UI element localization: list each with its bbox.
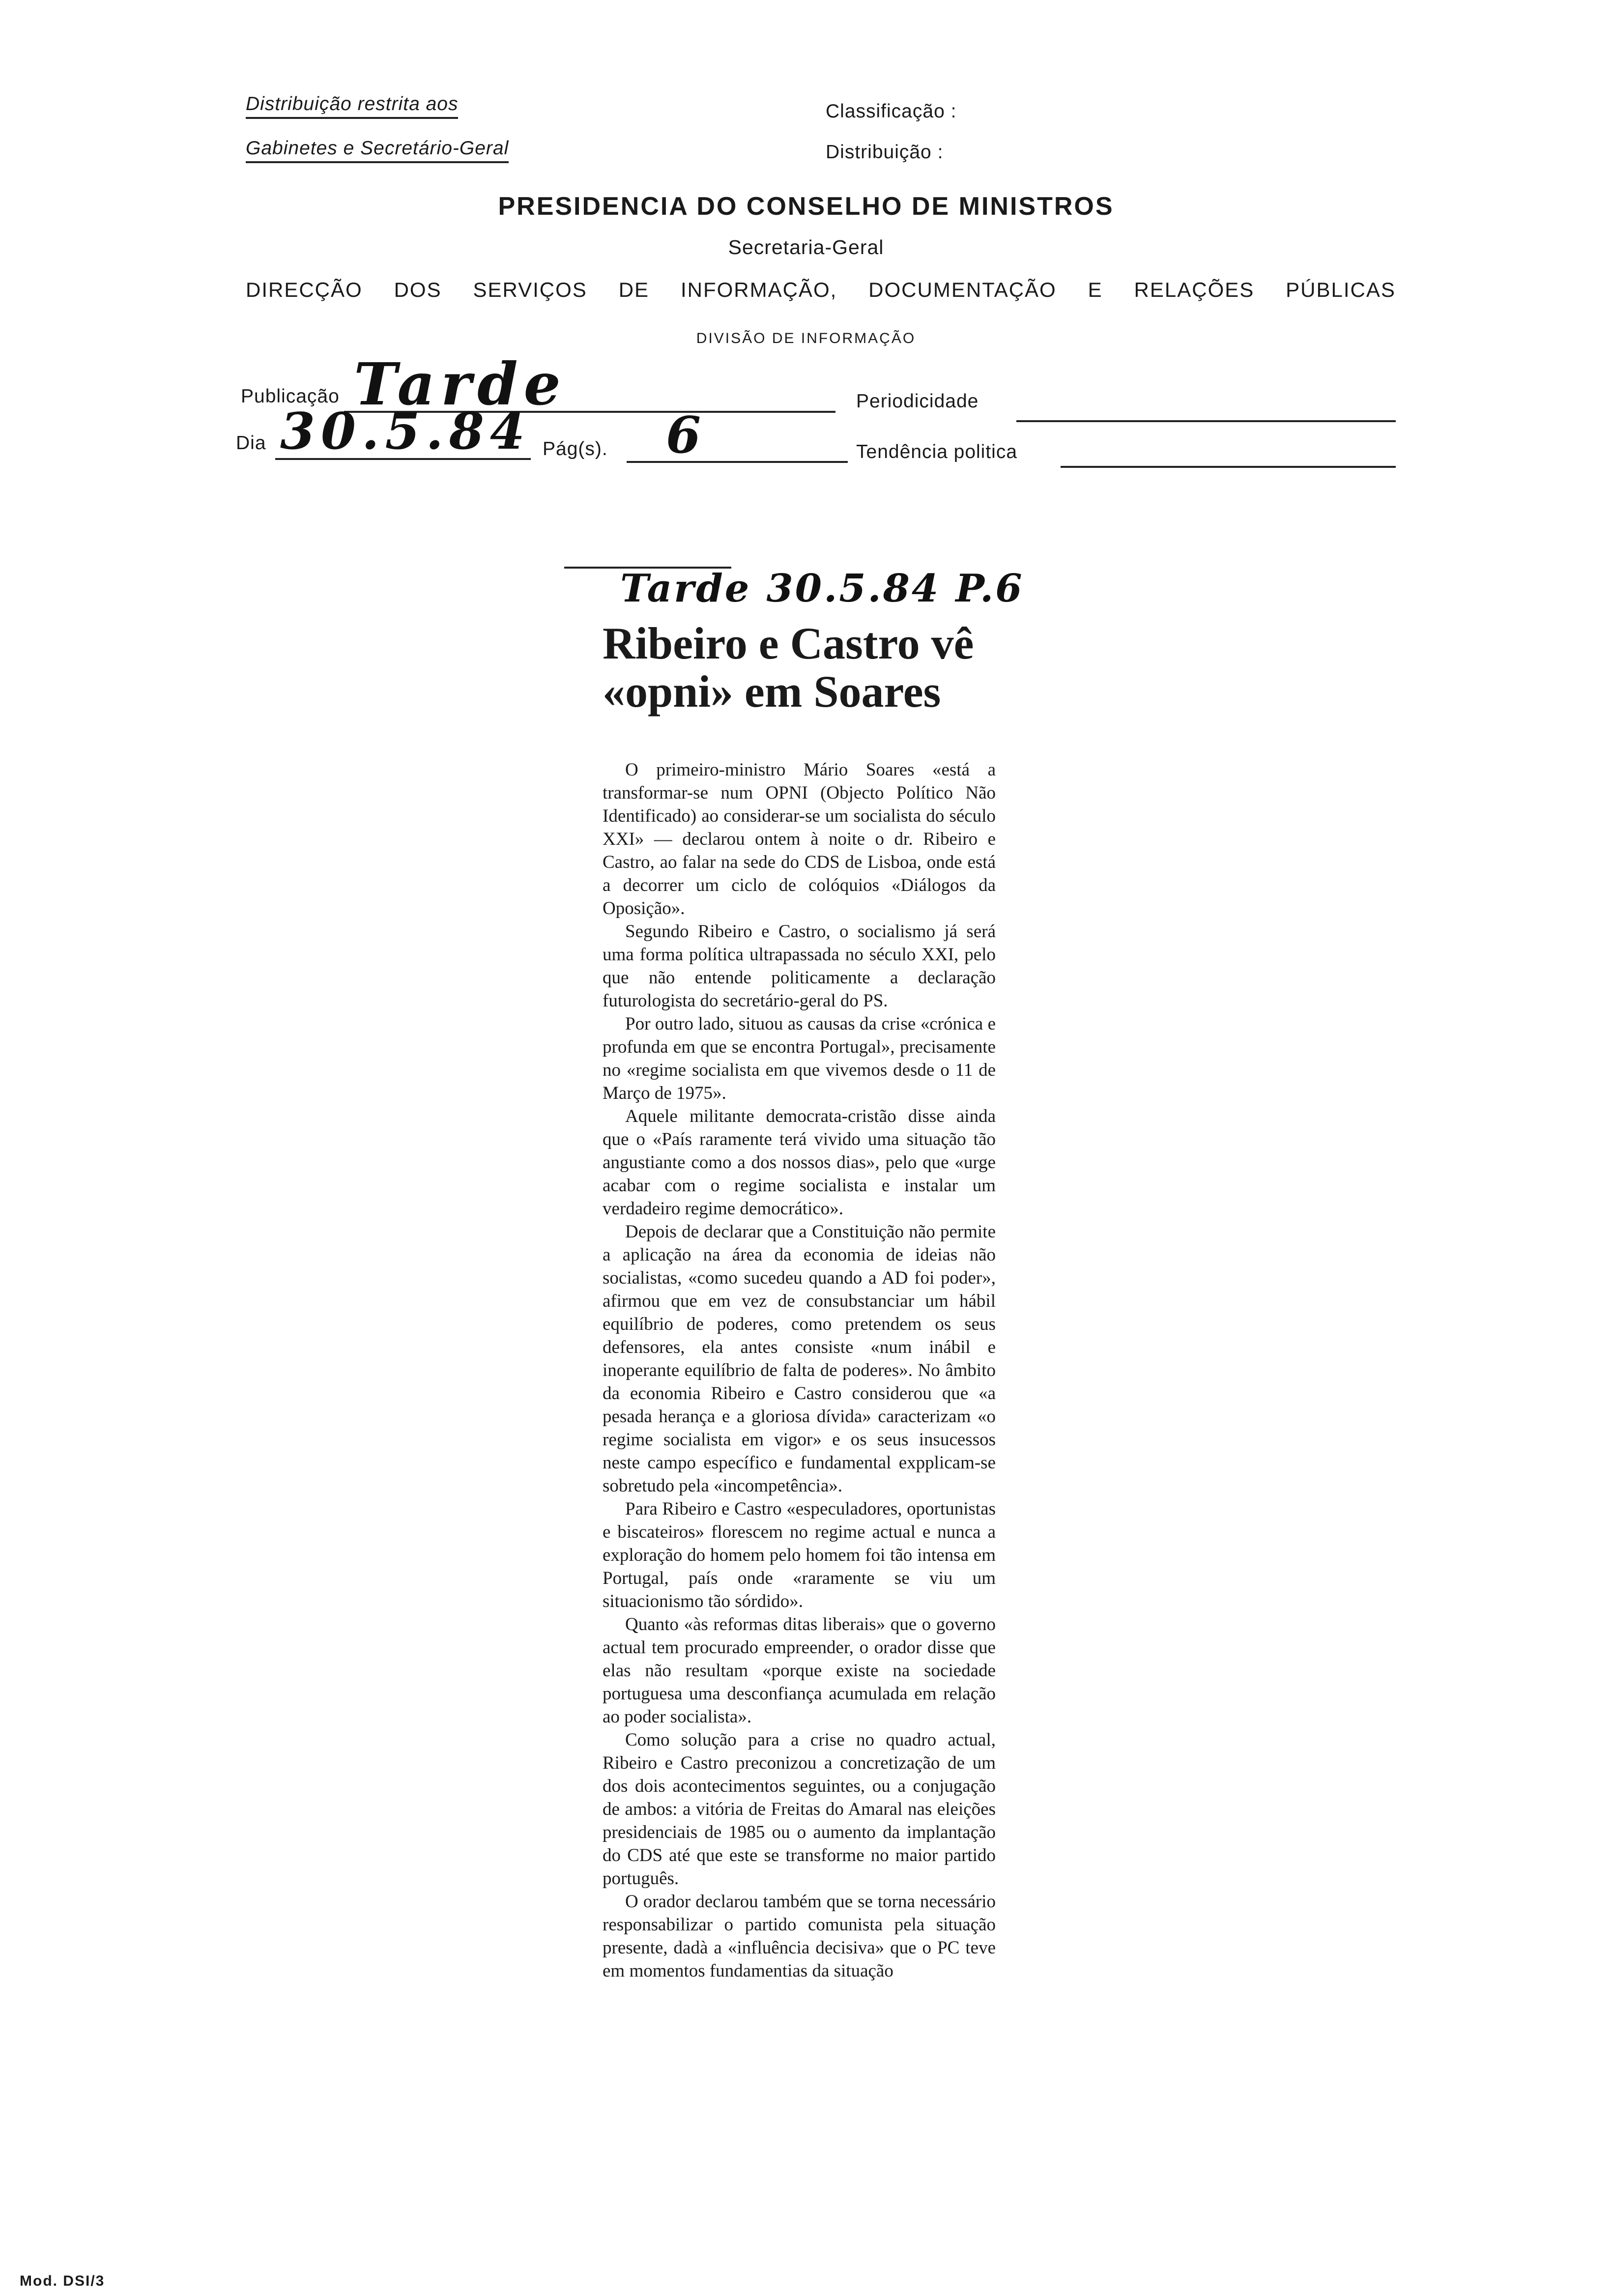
directorate-word: RELAÇÕES [1134, 278, 1255, 301]
article-headline: Ribeiro e Castro vê «opni» em Soares [603, 618, 974, 717]
directorate-word: E [1088, 278, 1103, 301]
publication-handwritten-value: Tarde [354, 350, 567, 418]
pages-field-line [627, 461, 848, 463]
article-paragraph: O primeiro-ministro Mário Soares «está a transformar-se num OPNI (Objecto Político Não Identificado) ao considerar-se um socialista do século XXI» — declarou ontem à noite o dr. Ribeiro e Castro, ao falar na sede do CDS de Lisboa, onde está a decorrer um ciclo de colóquios «Diálogos da Oposição». [603, 760, 996, 918]
political-tendency-field-line [1061, 466, 1396, 468]
division-title: DIVISÃO DE INFORMAÇÃO [696, 330, 916, 346]
article-paragraph: O orador declarou também que se torna necessário responsabilizar o partido comunista pela situação presente, dadà a «influência decisiva» que o PC teve em momentos fundamentias da situação [603, 1892, 996, 1981]
directorate-word: DIRECÇÃO [246, 278, 363, 301]
handwritten-source-note: Tarde 30.5.84 P.6 [620, 566, 1024, 611]
directorate-word: PÚBLICAS [1286, 278, 1396, 301]
restricted-distribution-line-2: Gabinetes e Secretário-Geral [246, 138, 509, 163]
article-paragraph: Segundo Ribeiro e Castro, o socialismo já será uma forma política ultrapassada no século XXI, pelo que não entende politicamente a declaração futurologista do secretário-geral do PS. [603, 921, 996, 1011]
article-paragraph: Aquele militante democrata-cristão disse ainda que o «País raramente terá vivido uma situação tão angustiante como a dos nossos dias», pelo que «urge acabar com o regime socialista e instalar um verdadeiro regime democrático». [603, 1106, 996, 1219]
restricted-distribution-line-1: Distribuição restrita aos [246, 93, 458, 119]
article-paragraph: Quanto «às reformas ditas liberais» que o governo actual tem procurado empreender, o orador disse que elas não resultam «porque existe na sociedade portuguesa uma desconfiança acumulada em relação ao poder socialista». [603, 1614, 996, 1727]
secretariat-subtitle: Secretaria-Geral [728, 236, 884, 258]
publication-label: Publicação [241, 386, 340, 407]
directorate-word: INFORMAÇÃO, [680, 278, 837, 301]
article-paragraph: Depois de declarar que a Constituição não permite a aplicação na área da economia de ideias não socialistas, «como sucedeu quando a AD foi poder», afirmou que em vez de consubstanciar um hábil equilíbrio de poderes, como pretendem os seus defensores, ela antes consiste «num inábil e inoperante equilíbrio de falta de poderes». No âmbito da economia Ribeiro e Castro considerou que «a pesada herança e a gloriosa dívida» caracterizam «o regime socialista em vigor» e os seus insucessos neste campo específico e fundamental expplicam-se sobretudo pela «incompetência». [603, 1222, 996, 1496]
day-handwritten-value: 30.5.84 [280, 402, 531, 461]
directorate-word: DOS [394, 278, 442, 301]
periodicity-field-line [1016, 420, 1396, 422]
directorate-word: SERVIÇOS [473, 278, 587, 301]
directorate-word: DE [618, 278, 650, 301]
form-code: Mod. DSI/3 [20, 2273, 105, 2289]
directorate-title [246, 278, 1396, 302]
article-body [603, 758, 996, 2292]
periodicity-label: Periodicidade [856, 391, 979, 412]
day-label: Dia [236, 432, 266, 454]
article-paragraph: Por outro lado, situou as causas da crise «crónica e profunda em que se encontra Portugal», precisamente no «regime socialista em que vivemos desde o 11 de Março de 1975». [603, 1014, 996, 1103]
article-paragraph: Como solução para a crise no quadro actual, Ribeiro e Castro preconizou a concretização de um dos dois acontecimentos seguintes, ou a conjugação de ambos: a vitória de Freitas do Amaral nas eleições presidenciais de 1985 ou o aumento da implantação do CDS até que este se transforme no maior partido português. [603, 1730, 996, 1889]
directorate-word: DOCUMENTAÇÃO [868, 278, 1057, 301]
article-paragraph: Para Ribeiro e Castro «especuladores, oportunistas e biscateiros» florescem no regime actual e nunca a exploração do homem pelo homem foi tão intensa em Portugal, país onde «raramente se viu um situacionismo tão sórdido». [603, 1499, 996, 1611]
pages-handwritten-value: 6 [666, 406, 707, 465]
pages-label: Pág(s). [543, 438, 608, 459]
distribution-label: Distribuição : [826, 142, 944, 163]
presidency-title: PRESIDENCIA DO CONSELHO DE MINISTROS [498, 192, 1114, 221]
classification-label: Classificação : [826, 101, 957, 122]
political-tendency-label: Tendência politica [856, 441, 1018, 462]
